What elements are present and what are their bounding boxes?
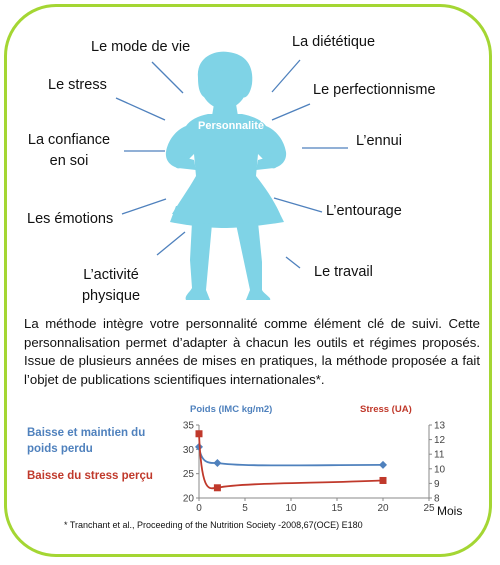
connector-stress xyxy=(116,98,165,120)
x-tick-label: 0 xyxy=(196,503,202,514)
series-line-poids xyxy=(199,447,383,466)
label-entourage: L’entourage xyxy=(326,203,402,219)
personnalite-label: Personnalité xyxy=(198,120,265,132)
stress-point xyxy=(196,430,203,437)
connector-mode-de-vie xyxy=(152,62,183,93)
connector-dietetique xyxy=(272,60,300,92)
y-tick-label: 20 xyxy=(182,493,194,505)
connector-entourage xyxy=(274,198,322,212)
y-tick-label: 25 xyxy=(182,469,194,481)
x-axis-label: Mois xyxy=(437,504,463,518)
weight-point xyxy=(213,459,221,467)
chart-axes xyxy=(199,425,429,498)
y-tick-label: 30 xyxy=(182,444,194,456)
label-stress: Le stress xyxy=(48,77,107,93)
y2-axis-label: Stress (UA) xyxy=(360,404,412,415)
label-confiance-line1: La confiance xyxy=(27,132,111,148)
label-emotions: Les émotions xyxy=(27,211,114,227)
silhouette-skirt xyxy=(170,206,284,228)
silhouette-right-leg xyxy=(236,222,270,300)
weight-stress-chart xyxy=(0,400,500,520)
y2-tick-label: 12 xyxy=(434,435,446,447)
stress-point xyxy=(380,477,387,484)
silhouette-left-leg xyxy=(186,222,212,300)
reference-note: * Tranchant et al., Proceeding of the Nutrition Society -2008,67(OCE) E180 xyxy=(64,520,363,530)
label-perfectionnisme: Le perfectionnisme xyxy=(313,82,436,98)
connector-activite xyxy=(157,232,185,255)
connector-emotions xyxy=(122,199,166,214)
series-line-stress xyxy=(199,434,383,489)
x-tick-label: 20 xyxy=(377,503,389,514)
label-travail: Le travail xyxy=(314,264,373,280)
y-tick-label: 35 xyxy=(182,420,194,432)
y-axis-label: Poids (IMC kg/m2) xyxy=(190,404,273,415)
silhouette xyxy=(166,52,286,300)
y2-tick-label: 9 xyxy=(434,478,440,490)
label-activite xyxy=(66,265,156,307)
y2-tick-label: 13 xyxy=(434,420,446,432)
x-tick-label: 10 xyxy=(285,503,297,514)
stress-point xyxy=(214,484,221,491)
legend-weight: Baisse et maintien du poids perdu xyxy=(27,427,146,455)
weight-point xyxy=(379,461,387,469)
label-confiance xyxy=(24,130,114,172)
y2-tick-label: 8 xyxy=(434,493,440,505)
method-paragraph: La méthode intègre votre personnalité comme élément clé de suivi. Cette personnalisation permet d’adapter à chacun les outils et régimes proposés. Issue de plusieurs années de mises en pratiques, la méthode proposée a fait l’objet de publications scientifiques internationales*. xyxy=(24,316,480,387)
legend-stress: Baisse du stress perçu xyxy=(27,470,153,482)
label-confiance-line2: en soi xyxy=(49,153,89,169)
x-tick-label: 15 xyxy=(331,503,343,514)
x-tick-label: 25 xyxy=(423,503,435,514)
y2-tick-label: 10 xyxy=(434,464,446,476)
connector-perfectionnisme xyxy=(272,104,310,120)
connector-travail xyxy=(286,257,300,268)
x-tick-label: 5 xyxy=(242,503,248,514)
label-activite-line2: physique xyxy=(81,288,141,304)
label-dietetique: La diététique xyxy=(292,34,376,50)
y2-tick-label: 11 xyxy=(434,449,445,461)
chart-ticks xyxy=(183,421,446,515)
chart-series xyxy=(195,430,387,491)
label-activite-line1: L’activité xyxy=(83,267,139,283)
label-ennui: L’ennui xyxy=(356,133,402,149)
label-mode-de-vie: Le mode de vie xyxy=(91,39,191,55)
